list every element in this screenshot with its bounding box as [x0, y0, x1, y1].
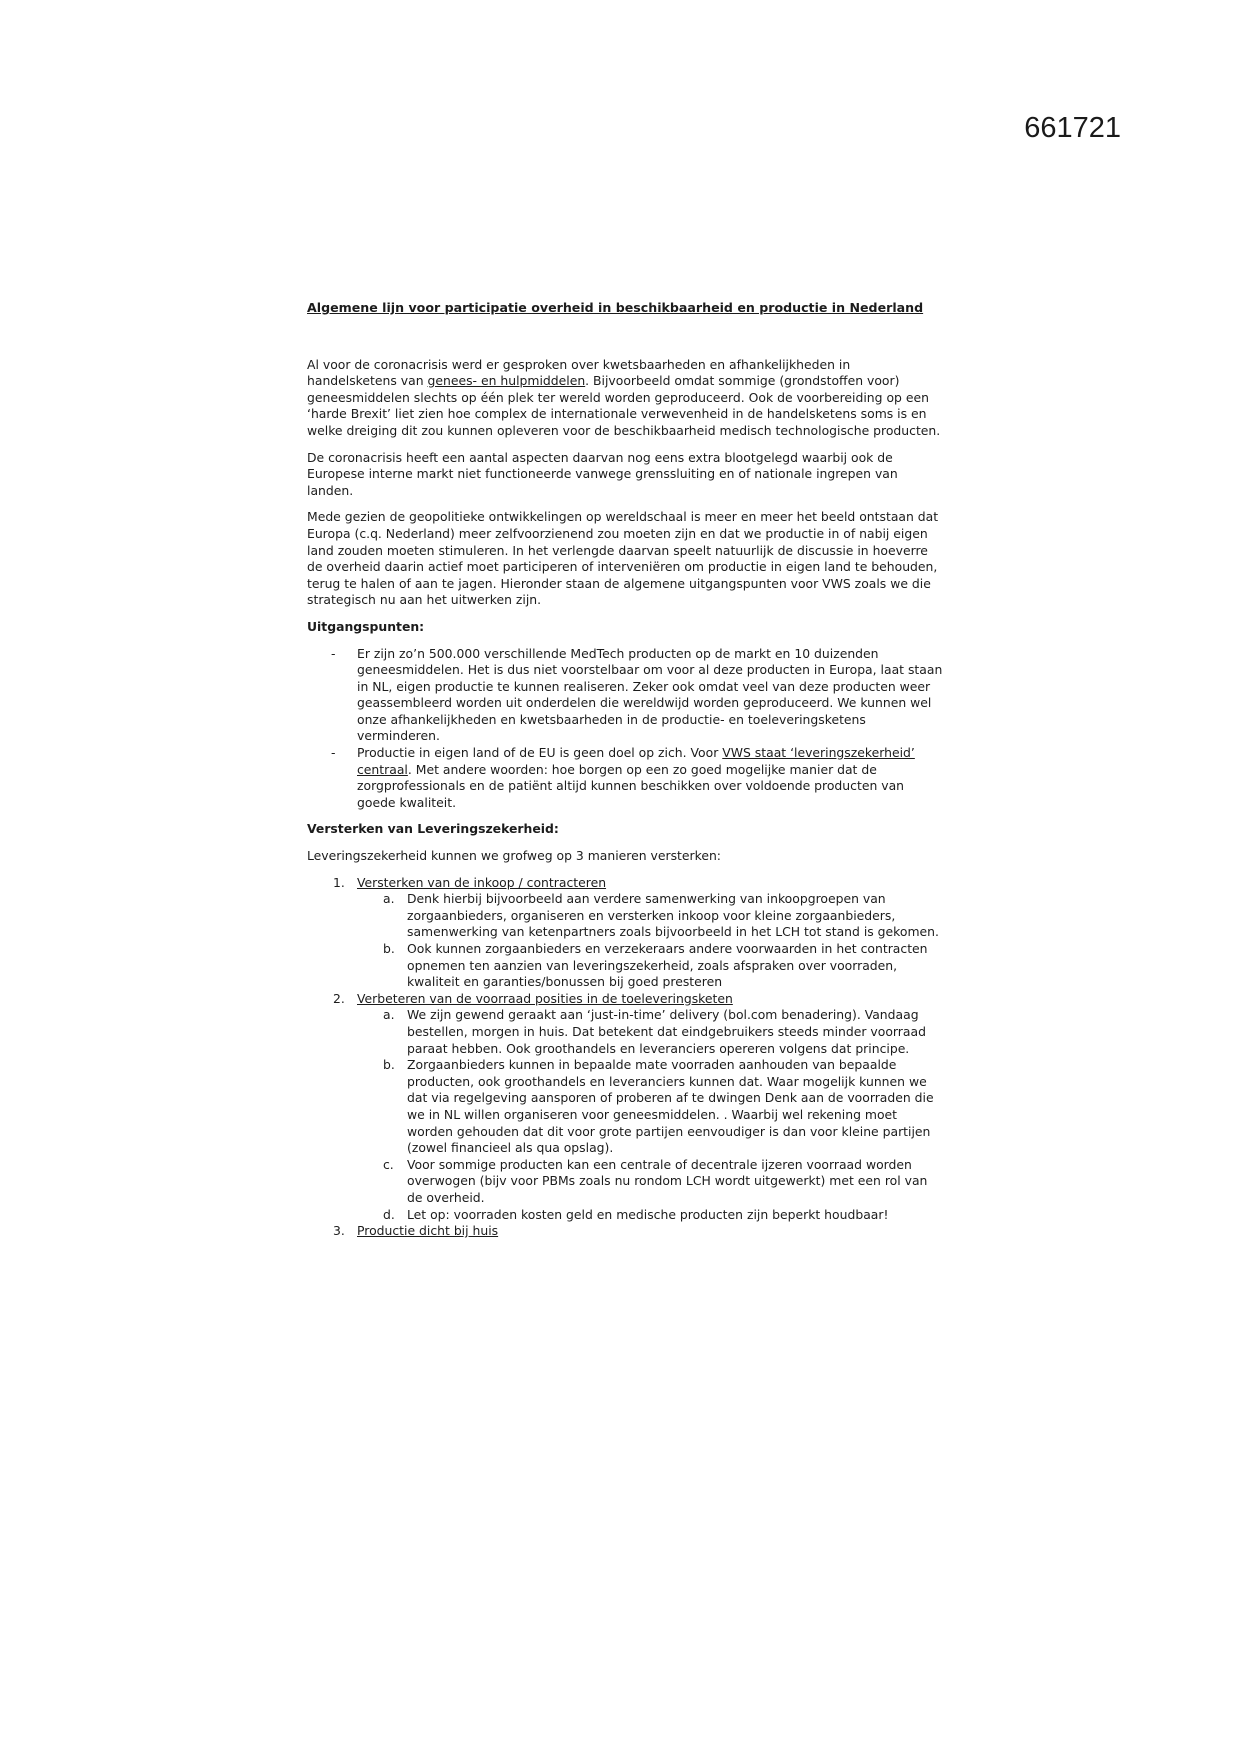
- uitgangspunten-list: [307, 646, 943, 812]
- item-3-label: Productie dicht bij huis: [357, 1223, 499, 1239]
- uitgangspunt-item-1: - Er zijn zo’n 500.000 verschillende MedTech producten op de markt en 10 duizenden geneesmiddelen. Het is dus niet voorstelbaar om voor al deze producten in Europa, laat staan in NL, eigen productie te kunnen realiseren. Zeker ook omdat veel van deze producten weer geassembleerd worden uit onderdelen die wereldwijd worden geproduceerd. We kunnen wel onze afhankelijkheden en kwetsbaarheden in de productie- en toeleveringsketens verminderen.: [357, 646, 943, 746]
- versterken-lead: Leveringszekerheid kunnen we grofweg op 3 manieren versterken:: [307, 848, 721, 864]
- document-title: Algemene lijn voor participatie overheid in beschikbaarheid en productie in Nederland: [307, 300, 924, 315]
- versterken-item-1: [333, 874, 943, 991]
- intro-paragraph-3: Mede gezien de geopolitieke ontwikkelingen op wereldschaal is meer en meer het beeld ontstaan dat Europa (c.q. Nederland) meer zelfvoorzienend zou moeten zijn en dat we productie in of nabij eigen land zouden moeten stimuleren. In het verlengde daarvan speelt natuurlijk de discussie in hoeverre de overheid daarin actief moet participeren of interveniëren om productie in eigen land te behouden, terug te halen of aan te jagen. Hieronder staan de algemene uitgangspunten voor VWS zoals we die strategisch nu aan het uitwerken zijn.: [307, 509, 939, 608]
- item-1b-text: Ook kunnen zorgaanbieders en verzekeraars andere voorwaarden in het contracten opnemen ten aanzien van leveringszekerheid, zoals afspraken over voorraden, kwaliteit en garanties/bonussen bij goed presteren: [407, 941, 928, 990]
- intro-p1-underlined: genees- en hulpmiddelen: [427, 373, 586, 389]
- intro-p1-text-a: Al voor de coronacrisis werd er gesproken over kwetsbaarheden en afhankelijkheden in handelsketens van: [307, 356, 851, 389]
- item-2d-marker: d.: [383, 1206, 395, 1222]
- document-number: 661721: [1024, 112, 1121, 144]
- item-1a-marker: a.: [383, 891, 395, 907]
- uitgangspunt-2-text-a: Productie in eigen land of de EU is geen doel op zich. Voor: [357, 745, 723, 761]
- intro-p1-text-b: . Bijvoorbeeld omdat sommige (grondstoffen voor) geneesmiddelen slechts op één plek ter wereld worden geproduceerd. Ook de voorbereiding op een ‘harde Brexit’ liet zien hoe complex de internationale verwevenheid in de handelsketens soms is en welke dreiging dit zou kunnen opleveren voor de beschikbaarheid medisch technologische producten.: [307, 373, 941, 438]
- versterken-list: [307, 875, 943, 1240]
- item-2d: [383, 1206, 943, 1224]
- versterken-heading: Versterken van Leveringszekerheid:: [307, 821, 559, 837]
- item-2d-text: Let op: voorraden kosten geld en medische producten zijn beperkt houdbaar!: [407, 1206, 889, 1222]
- uitgangspunt-2-underlined: VWS staat ‘leveringszekerheid’ centraal: [357, 745, 915, 777]
- item-2b-text: Zorgaanbieders kunnen in bepaalde mate voorraden aanhouden van bepaalde producten, ook groothandels en leveranciers kunnen dat. Waar mogelijk kunnen we dat via regelgeving aansporen of proberen af te dwingen Denk aan de voorraden die we in NL willen organiseren voor geneesmiddelen. . Waarbij wel rekening moet worden gehouden dat dit voor grote partijen eenvoudiger is dan voor kleine partijen (zowel financieel als qua opslag).: [407, 1057, 934, 1156]
- item-1-number: 1.: [333, 874, 345, 890]
- item-1-label: Versterken van de inkoop / contracteren: [357, 874, 607, 890]
- item-1-sublist: [357, 891, 943, 991]
- item-1a: [383, 891, 943, 941]
- versterken-item-3: [333, 1223, 943, 1240]
- item-1b-marker: b.: [383, 941, 395, 956]
- item-2a-marker: a.: [383, 1007, 395, 1023]
- intro-paragraph-1: [307, 357, 943, 440]
- uitgangspunten-heading: Uitgangspunten:: [307, 618, 425, 634]
- item-2a-text: We zijn gewend geraakt aan ‘just-in-time’ delivery (bol.com benadering). Vandaag bestellen, morgen in huis. Dat betekent dat eindgebruikers steeds minder voorraad paraat hebben. Ook groothandels en leveranciers opereren volgens dat principe.: [407, 1007, 926, 1056]
- intro-paragraph-2: De coronacrisis heeft een aantal aspecten daarvan nog eens extra blootgelegd waarbij ook de Europese interne markt niet functioneerde vanwege grenssluiting en of nationale ingrepen van landen.: [307, 449, 898, 498]
- item-2-number: 2.: [333, 990, 345, 1006]
- item-2-sublist: [357, 1007, 943, 1223]
- item-2b-marker: b.: [383, 1057, 395, 1073]
- item-2b: [383, 1057, 943, 1157]
- versterken-item-2: [333, 990, 943, 1223]
- item-2c-text: Voor sommige producten kan een centrale of decentrale ijzeren voorraad worden overwogen (bijv voor PBMs zoals nu rondom LCH wordt uitgewerkt) met een rol van de overheid.: [407, 1156, 928, 1205]
- item-2c: [383, 1156, 943, 1207]
- item-2a: [383, 1007, 943, 1057]
- uitgangspunt-item-2: [357, 745, 943, 811]
- item-1b: [383, 941, 943, 991]
- item-3-number: 3.: [333, 1223, 345, 1239]
- item-2c-marker: c.: [383, 1156, 394, 1172]
- uitgangspunt-2-text-b: . Met andere woorden: hoe borgen op een zo goed mogelijke manier dat de zorgprofessionals en de patiënt altijd kunnen beschikken over voldoende producten van goede kwaliteit.: [357, 761, 905, 810]
- item-1a-text: Denk hierbij bijvoorbeeld aan verdere samenwerking van inkoopgroepen van zorgaanbieders, organiseren en versterken inkoop voor kleine zorgaanbieders, samenwerking van ketenpartners zoals bijvoorbeeld in het LCH tot stand is gekomen.: [407, 891, 939, 940]
- document-body: [307, 300, 943, 1240]
- item-2-label: Verbeteren van de voorraad posities in de toeleveringsketen: [357, 990, 733, 1006]
